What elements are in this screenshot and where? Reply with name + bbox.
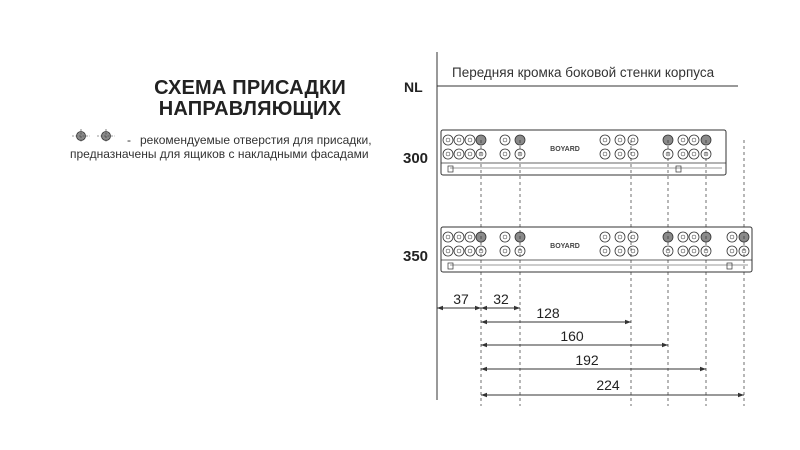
hole-marker-icon — [97, 129, 115, 143]
rail-300 — [441, 130, 726, 175]
legend-line-1: рекомендуемые отверстия для присадки, — [140, 133, 372, 147]
mounting-hole — [727, 246, 737, 256]
mounting-hole — [615, 246, 625, 256]
title-line-1: СХЕМА ПРИСАДКИ — [154, 77, 346, 99]
brand-logo: BOYARD — [550, 146, 580, 153]
mounting-hole — [628, 135, 638, 145]
mounting-hole — [628, 232, 638, 242]
mounting-hole — [465, 135, 475, 145]
mounting-hole — [454, 232, 464, 242]
dim-128-label: 128 — [536, 305, 560, 321]
mounting-hole — [454, 246, 464, 256]
mounting-hole — [678, 246, 688, 256]
arrow-head — [700, 367, 706, 371]
mounting-hole — [443, 149, 453, 159]
mounting-hole — [454, 135, 464, 145]
mounting-hole — [500, 232, 510, 242]
front-edge-label: Передняя кромка боковой стенки корпуса — [452, 65, 715, 80]
rails — [441, 130, 752, 272]
dim-192-label: 192 — [575, 352, 599, 368]
arrow-head — [625, 320, 631, 324]
mounting-hole — [465, 232, 475, 242]
legend-holes — [72, 129, 115, 143]
rail-300-label: 300 — [403, 150, 429, 167]
mounting-hole — [689, 149, 699, 159]
dim-37-label: 37 — [453, 291, 469, 307]
legend-dash: - — [127, 133, 131, 147]
mounting-hole — [678, 135, 688, 145]
dim-224-label: 224 — [596, 377, 620, 393]
mounting-hole — [465, 246, 475, 256]
mounting-hole — [600, 246, 610, 256]
mounting-hole — [465, 149, 475, 159]
rail-350 — [441, 227, 752, 272]
static-lines — [437, 52, 738, 400]
mounting-hole — [727, 232, 737, 242]
mounting-hole — [689, 246, 699, 256]
mounting-hole — [600, 149, 610, 159]
mounting-hole — [600, 135, 610, 145]
mounting-hole — [500, 135, 510, 145]
dim-32-label: 32 — [493, 291, 509, 307]
mounting-hole — [600, 232, 610, 242]
mounting-hole — [615, 232, 625, 242]
mounting-hole — [443, 246, 453, 256]
mounting-hole — [678, 149, 688, 159]
arrow-head — [481, 343, 487, 347]
arrow-head — [662, 343, 668, 347]
dim-224-line — [481, 393, 744, 397]
brand-logo: BOYARD — [550, 243, 580, 250]
arrow-head — [481, 393, 487, 397]
mounting-hole — [628, 149, 638, 159]
mounting-hole — [454, 149, 464, 159]
arrow-head — [481, 320, 487, 324]
mounting-hole — [678, 232, 688, 242]
mounting-hole — [443, 135, 453, 145]
arrow-head — [481, 367, 487, 371]
dim-160-label: 160 — [560, 328, 584, 344]
rail-350-label: 350 — [403, 248, 429, 265]
arrow-head — [738, 393, 744, 397]
mounting-hole — [689, 135, 699, 145]
mounting-hole — [615, 135, 625, 145]
legend-line-2: предназначены для ящиков с накладными фасадами — [70, 147, 369, 161]
mounting-hole — [689, 232, 699, 242]
arrow-head — [437, 306, 443, 310]
hole-marker-icon — [72, 129, 90, 143]
nl-label: NL — [404, 79, 423, 95]
mounting-hole — [443, 232, 453, 242]
title-line-2: НАПРАВЛЯЮЩИХ — [158, 98, 342, 120]
mounting-hole — [615, 149, 625, 159]
mounting-hole — [500, 246, 510, 256]
mounting-hole — [628, 246, 638, 256]
mounting-hole — [500, 149, 510, 159]
